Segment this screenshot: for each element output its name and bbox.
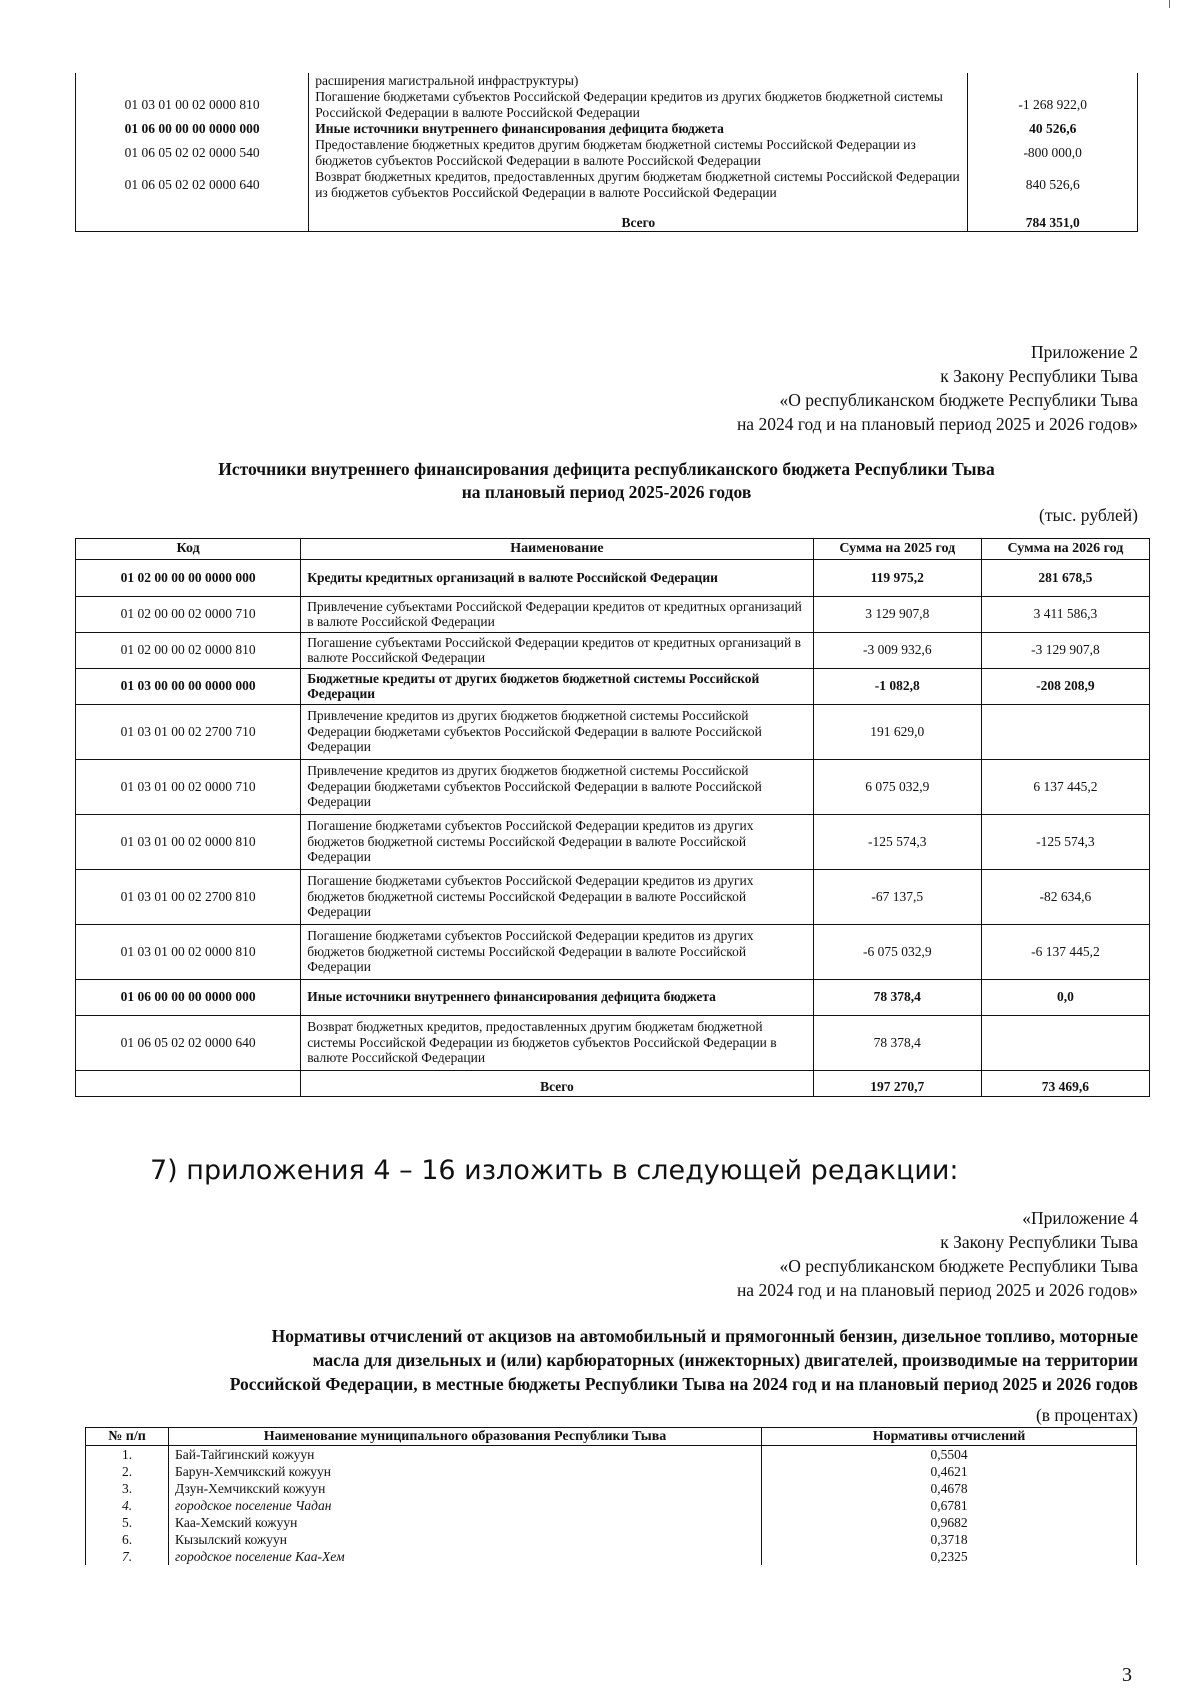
total-2026: 73 469,6: [981, 1070, 1149, 1096]
appendix-2-law: к Закону Республики Тыва: [940, 366, 1138, 386]
appendix-2-header: [737, 340, 1138, 436]
appendix-4-title: Нормативы отчислений от акцизов на автомобильный и прямогонный бензин, дизельное топливо, моторные масла для дизельных и (или) карбюраторных (инжекторных) двигателей, производимые на территории Российской Федерации, в местные бюджеты Республики Тыва на 2024 год и на плановый период 2025 и 2026 годов: [229, 1326, 1138, 1394]
table-row: 01 02 00 00 00 0000 000 Кредиты кредитных организаций в валюте Российской Федерации 119 975,2 281 678,5: [76, 559, 1150, 596]
value-cell: 40 526,6: [968, 121, 1138, 137]
sources-table-continuation: [75, 73, 1138, 232]
value-cell: -1 268 922,0: [968, 89, 1138, 121]
scan-mark: [1169, 0, 1170, 8]
units-label-percent: (в процентах): [1035, 1405, 1138, 1425]
table-row: 01 06 05 02 02 0000 640 Возврат бюджетных кредитов, предоставленных другим бюджетам бюджетной системы Российской Федерации из бюджетов субъектов Российской Федерации в валюте Российской Федерации 78 378,4: [76, 1015, 1150, 1070]
header-norms: Нормативы отчислений: [762, 1428, 1137, 1446]
total-label: Всего: [309, 201, 968, 232]
name-cell: Предоставление бюджетных кредитов другим бюджетам бюджетной системы Российской Федерации из бюджетов субъектов Российской Федерации в валюте Российской Федерации: [309, 137, 968, 169]
total-row: [76, 201, 1138, 232]
table-row: 6. Кызылский кожуун 0,3718: [86, 1531, 1137, 1548]
table-row: 3. Дзун-Хемчикский кожуун 0,4678: [86, 1480, 1137, 1497]
name-cell: Погашение бюджетами субъектов Российской Федерации кредитов из других бюджетов бюджетной системы Российской Федерации в валюте Российской Федерации: [309, 89, 968, 121]
appendix-2-law-title: «О республиканском бюджете Республики Тыва: [779, 390, 1138, 410]
total-row: [76, 1070, 1150, 1096]
table-row: 5. Каа-Хемский кожуун 0,9682: [86, 1514, 1137, 1531]
appendix-4-label: «Приложение 4: [1022, 1208, 1138, 1228]
units-label: (тыс. рублей): [1039, 505, 1138, 525]
code-cell: 01 06 00 00 00 0000 000: [76, 121, 309, 137]
code-cell: 01 06 05 02 02 0000 540: [76, 137, 309, 169]
appendix-4-period: на 2024 год и на плановый период 2025 и 2026 годов»: [736, 1280, 1138, 1300]
header-sum-2026: Сумма на 2026 год: [981, 539, 1149, 560]
appendix-2-label: Приложение 2: [1030, 342, 1138, 362]
value-cell: 840 526,6: [968, 169, 1138, 201]
name-cell: Иные источники внутреннего финансирования дефицита бюджета: [309, 121, 968, 137]
table-row: 1. Бай-Тайгинский кожуун 0,5504: [86, 1446, 1137, 1464]
header-name: Наименование: [301, 539, 814, 560]
table-row: 01 06 00 00 00 0000 000 Иные источники внутреннего финансирования дефицита бюджета 78 378,4 0,0: [76, 979, 1150, 1015]
code-cell: 01 03 01 00 02 0000 810: [76, 89, 309, 121]
table-row: 01 03 01 00 02 2700 810 Погашение бюджетами субъектов Российской Федерации кредитов из других бюджетов бюджетной системы Российской Федерации в валюте Российской Федерации -67 137,5 -82 634,6: [76, 869, 1150, 924]
total-label: Всего: [301, 1070, 814, 1096]
table-row: 01 03 01 00 02 2700 710 Привлечение кредитов из других бюджетов бюджетной системы Российской Федерации бюджетами субъектов Российской Федерации в валюте Российской Федерации 191 629,0: [76, 704, 1150, 759]
table-row: 01 03 01 00 02 0000 810 Погашение бюджетами субъектов Российской Федерации кредитов из других бюджетов бюджетной системы Российской Федерации в валюте Российской Федерации -125 574,3 -125 574,3: [76, 814, 1150, 869]
sources-table-2025-2026: [75, 538, 1150, 1097]
value-cell: [968, 73, 1138, 89]
excise-norms-table: [85, 1427, 1137, 1565]
table-row: [76, 169, 1138, 201]
name-cell: расширения магистральной инфраструктуры): [309, 73, 968, 89]
table-row: 4. городское поселение Чадан 0,6781: [86, 1497, 1137, 1514]
appendix-2-period: на 2024 год и на плановый период 2025 и 2026 годов»: [736, 414, 1138, 434]
appendix-4-header: [737, 1206, 1138, 1302]
appendix-4-law: к Закону Республики Тыва: [940, 1232, 1138, 1252]
total-2025: 197 270,7: [813, 1070, 981, 1096]
table-row: 2. Барун-Хемчикский кожуун 0,4621: [86, 1463, 1137, 1480]
total-value: 784 351,0: [968, 201, 1138, 232]
code-cell: [76, 73, 309, 89]
header-municipality: Наименование муниципального образования Республики Тыва: [169, 1428, 762, 1446]
table-row: [76, 137, 1138, 169]
point-7-text: 7) приложения 4 – 16 изложить в следующей редакции:: [150, 1155, 959, 1186]
header-code: Код: [76, 539, 301, 560]
table-header-row: [86, 1428, 1137, 1446]
table-row: 01 03 00 00 00 0000 000 Бюджетные кредиты от других бюджетов бюджетной системы Российской Федерации -1 082,8 -208 208,9: [76, 668, 1150, 704]
table-row: 01 03 01 00 02 0000 810 Погашение бюджетами субъектов Российской Федерации кредитов из других бюджетов бюджетной системы Российской Федерации в валюте Российской Федерации -6 075 032,9 -6 137 445,2: [76, 924, 1150, 979]
table-row: 01 02 00 00 02 0000 710 Привлечение субъектами Российской Федерации кредитов от кредитных организаций в валюте Российской Федерации 3 129 907,8 3 411 586,3: [76, 596, 1150, 632]
table-header-row: [76, 539, 1150, 560]
table-row: [76, 89, 1138, 121]
table-row: 01 02 00 00 02 0000 810 Погашение субъектами Российской Федерации кредитов от кредитных организаций в валюте Российской Федерации -3 009 932,6 -3 129 907,8: [76, 632, 1150, 668]
name-cell: Возврат бюджетных кредитов, предоставленных другим бюджетам бюджетной системы Российской Федерации из бюджетов субъектов Российской Федерации в валюте Российской Федерации: [309, 169, 968, 201]
code-cell: 01 06 05 02 02 0000 640: [76, 169, 309, 201]
page-number: 3: [1122, 1664, 1132, 1686]
header-num: № п/п: [86, 1428, 169, 1446]
value-cell: -800 000,0: [968, 137, 1138, 169]
appendix-2-title: Источники внутреннего финансирования дефицита республиканского бюджета Республики Тыва на плановый период 2025-2026 годов: [218, 459, 995, 502]
header-sum-2025: Сумма на 2025 год: [813, 539, 981, 560]
table-row: [76, 73, 1138, 89]
table-row: [76, 121, 1138, 137]
appendix-4-law-title: «О республиканском бюджете Республики Тыва: [779, 1256, 1138, 1276]
table-row: 01 03 01 00 02 0000 710 Привлечение кредитов из других бюджетов бюджетной системы Российской Федерации бюджетами субъектов Российской Федерации в валюте Российской Федерации 6 075 032,9 6 137 445,2: [76, 759, 1150, 814]
table-row: 7. городское поселение Каа-Хем 0,2325: [86, 1548, 1137, 1565]
